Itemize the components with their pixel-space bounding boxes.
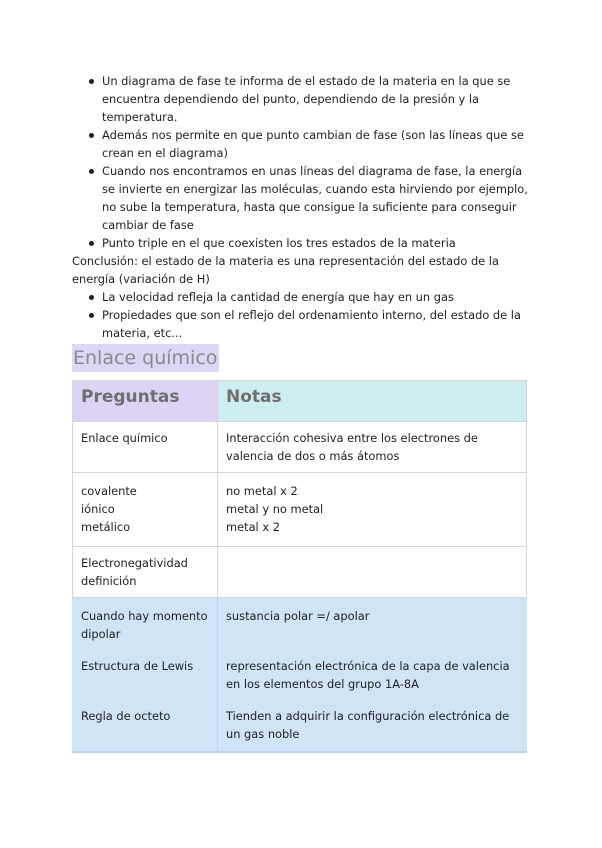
cell-line: metálico: [81, 520, 131, 534]
cell-line: metal y no metal: [226, 502, 324, 516]
question-cell: [73, 700, 218, 752]
list-item: Cuando nos encontramos en unas líneas del diagrama de fase, la energía se invierte en energizar las moléculas, cuando esta hirviendo por ejemplo, no sube la temperatura, hasta que consigue la suficiente para conseguir cambiar de fase: [72, 162, 532, 234]
table-row: [73, 598, 527, 651]
cell-line: Estructura de Lewis: [81, 659, 194, 673]
cell-line: Electronegatividad definición: [81, 556, 188, 588]
note-cell: [218, 598, 527, 651]
conclusion-text: Conclusión: el estado de la materia es una representación del estado de la energía (variación de H): [72, 254, 499, 286]
list-item: La velocidad refleja la cantidad de energía que hay en un gas: [72, 288, 532, 306]
note-cell: [218, 422, 527, 473]
note-cell: [218, 650, 527, 700]
question-cell: [73, 422, 218, 473]
cell-line: Interacción cohesiva entre los electrones de valencia de dos o más átomos: [226, 431, 478, 463]
cell-line: representación electrónica de la capa de valencia en los elementos del grupo 1A-8A: [226, 659, 510, 691]
cell-line: sustancia polar =/ apolar: [226, 609, 370, 623]
cell-line: covalente: [81, 484, 137, 498]
question-cell: [73, 650, 218, 700]
cell-line: Cuando hay momento dipolar: [81, 609, 208, 641]
notes-column-header: Notas: [218, 381, 527, 422]
table-row: [73, 650, 527, 700]
list-item: Propiedades que son el reflejo del ordenamiento interno, del estado de la materia, etc...: [72, 306, 532, 342]
notes-body: [72, 72, 532, 342]
question-cell: [73, 547, 218, 598]
list-item: Un diagrama de fase te informa de el estado de la materia en la que se encuentra dependiendo del punto, dependiendo de la presión y la temperatura.: [72, 72, 532, 126]
note-cell: [218, 473, 527, 547]
table-row: [73, 422, 527, 473]
question-cell: [73, 598, 218, 651]
list-item: Además nos permite en que punto cambian de fase (son las líneas que se crean en el diagrama): [72, 126, 532, 162]
note-cell: [218, 547, 527, 598]
questions-column-header: Preguntas: [73, 381, 218, 422]
cell-line: metal x 2: [226, 520, 280, 534]
intro-bullet-list: [72, 72, 532, 252]
cell-line: Tienden a adquirir la configuración electrónica de un gas noble: [226, 709, 510, 741]
cell-line: no metal x 2: [226, 484, 298, 498]
table-header-row: [73, 381, 527, 422]
cell-line: Regla de octeto: [81, 709, 171, 723]
table-row: [73, 473, 527, 547]
table-row: [73, 547, 527, 598]
section-heading: Enlace químico: [72, 344, 219, 372]
conclusion-bullet-list: [72, 288, 532, 342]
note-cell: [218, 700, 527, 752]
cell-line: Enlace químico: [81, 431, 168, 445]
table-row: [73, 700, 527, 752]
list-item: Punto triple en el que coexisten los tres estados de la materia: [72, 234, 532, 252]
question-cell: [73, 473, 218, 547]
cornell-notes-table: [72, 380, 527, 753]
cell-line: iónico: [81, 502, 115, 516]
